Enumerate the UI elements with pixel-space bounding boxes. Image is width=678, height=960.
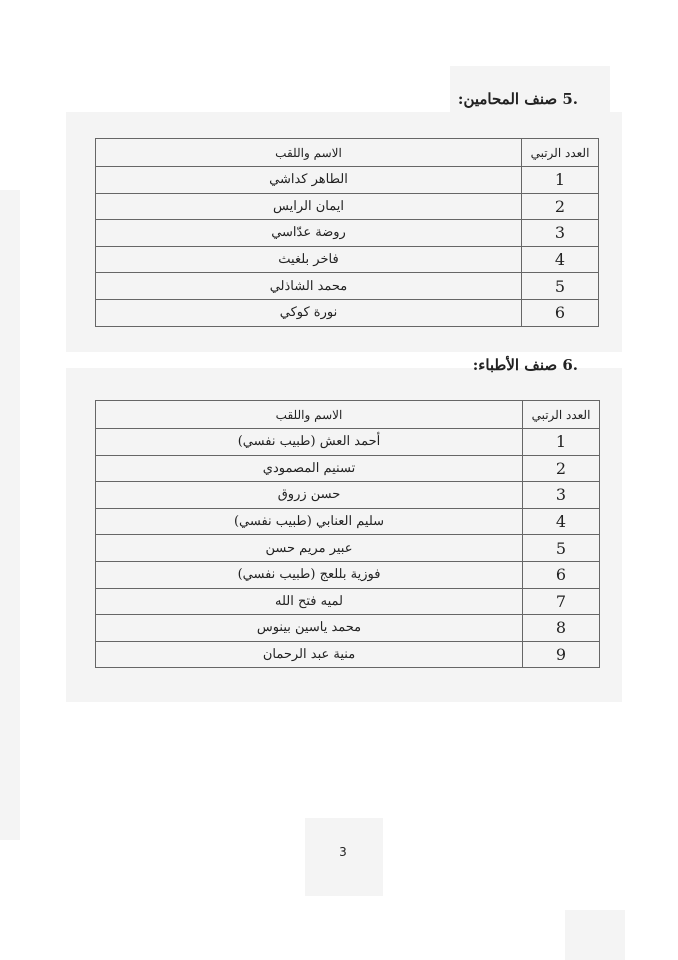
table-row	[96, 482, 600, 509]
header-rank-number: العدد الرتبي	[523, 401, 600, 429]
table-row	[96, 455, 600, 482]
table-row	[96, 561, 600, 588]
table-row	[96, 193, 599, 220]
rank-number: 3	[523, 482, 600, 509]
table-row	[96, 299, 599, 326]
rank-number: 9	[523, 641, 600, 668]
rank-number: 6	[522, 299, 599, 326]
table-row	[96, 220, 599, 247]
table-row	[96, 273, 599, 300]
rank-number: 2	[523, 455, 600, 482]
full-name: فاخر بلغيث	[96, 246, 522, 273]
rank-number: 7	[523, 588, 600, 615]
full-name: سليم العنابي (طبيب نفسي)	[96, 508, 523, 535]
rank-number: 4	[523, 508, 600, 535]
table-row	[96, 508, 600, 535]
lawyers-table	[95, 138, 599, 327]
full-name: محمد الشاذلي	[96, 273, 522, 300]
full-name: محمد ياسين بينوس	[96, 615, 523, 642]
header-rank-number: العدد الرتبي	[522, 139, 599, 167]
scan-artifact	[0, 190, 20, 840]
full-name: تسنيم المصمودي	[96, 455, 523, 482]
rank-number: 4	[522, 246, 599, 273]
full-name: نورة كوكي	[96, 299, 522, 326]
table-row	[96, 535, 600, 562]
scan-artifact	[565, 910, 625, 960]
rank-number: 5	[522, 273, 599, 300]
rank-number: 1	[523, 429, 600, 456]
table-header-row	[96, 139, 599, 167]
full-name: روضة عدّاسي	[96, 220, 522, 247]
rank-number: 3	[522, 220, 599, 247]
section-5-title: .5 صنف المحامين:	[457, 90, 578, 108]
page-number: 3	[339, 845, 347, 859]
full-name: لميه فتح الله	[96, 588, 523, 615]
rank-number: 2	[522, 193, 599, 220]
full-name: الطاهر كداشي	[96, 167, 522, 194]
header-full-name: الاسم واللقب	[96, 401, 523, 429]
table-header-row	[96, 401, 600, 429]
doctors-table	[95, 400, 600, 668]
table-row	[96, 167, 599, 194]
full-name: ايمان الرايس	[96, 193, 522, 220]
rank-number: 6	[523, 561, 600, 588]
header-full-name: الاسم واللقب	[96, 139, 522, 167]
full-name: أحمد العش (طبيب نفسي)	[96, 429, 523, 456]
full-name: منية عبد الرحمان	[96, 641, 523, 668]
rank-number: 5	[523, 535, 600, 562]
table-row	[96, 641, 600, 668]
full-name: عبير مريم حسن	[96, 535, 523, 562]
section-6-title: .6 صنف الأطباء:	[472, 356, 578, 374]
full-name: حسن زروق	[96, 482, 523, 509]
table-row	[96, 429, 600, 456]
rank-number: 1	[522, 167, 599, 194]
rank-number: 8	[523, 615, 600, 642]
table-row	[96, 615, 600, 642]
table-row	[96, 246, 599, 273]
table-row	[96, 588, 600, 615]
full-name: فوزية بللعج (طبيب نفسي)	[96, 561, 523, 588]
